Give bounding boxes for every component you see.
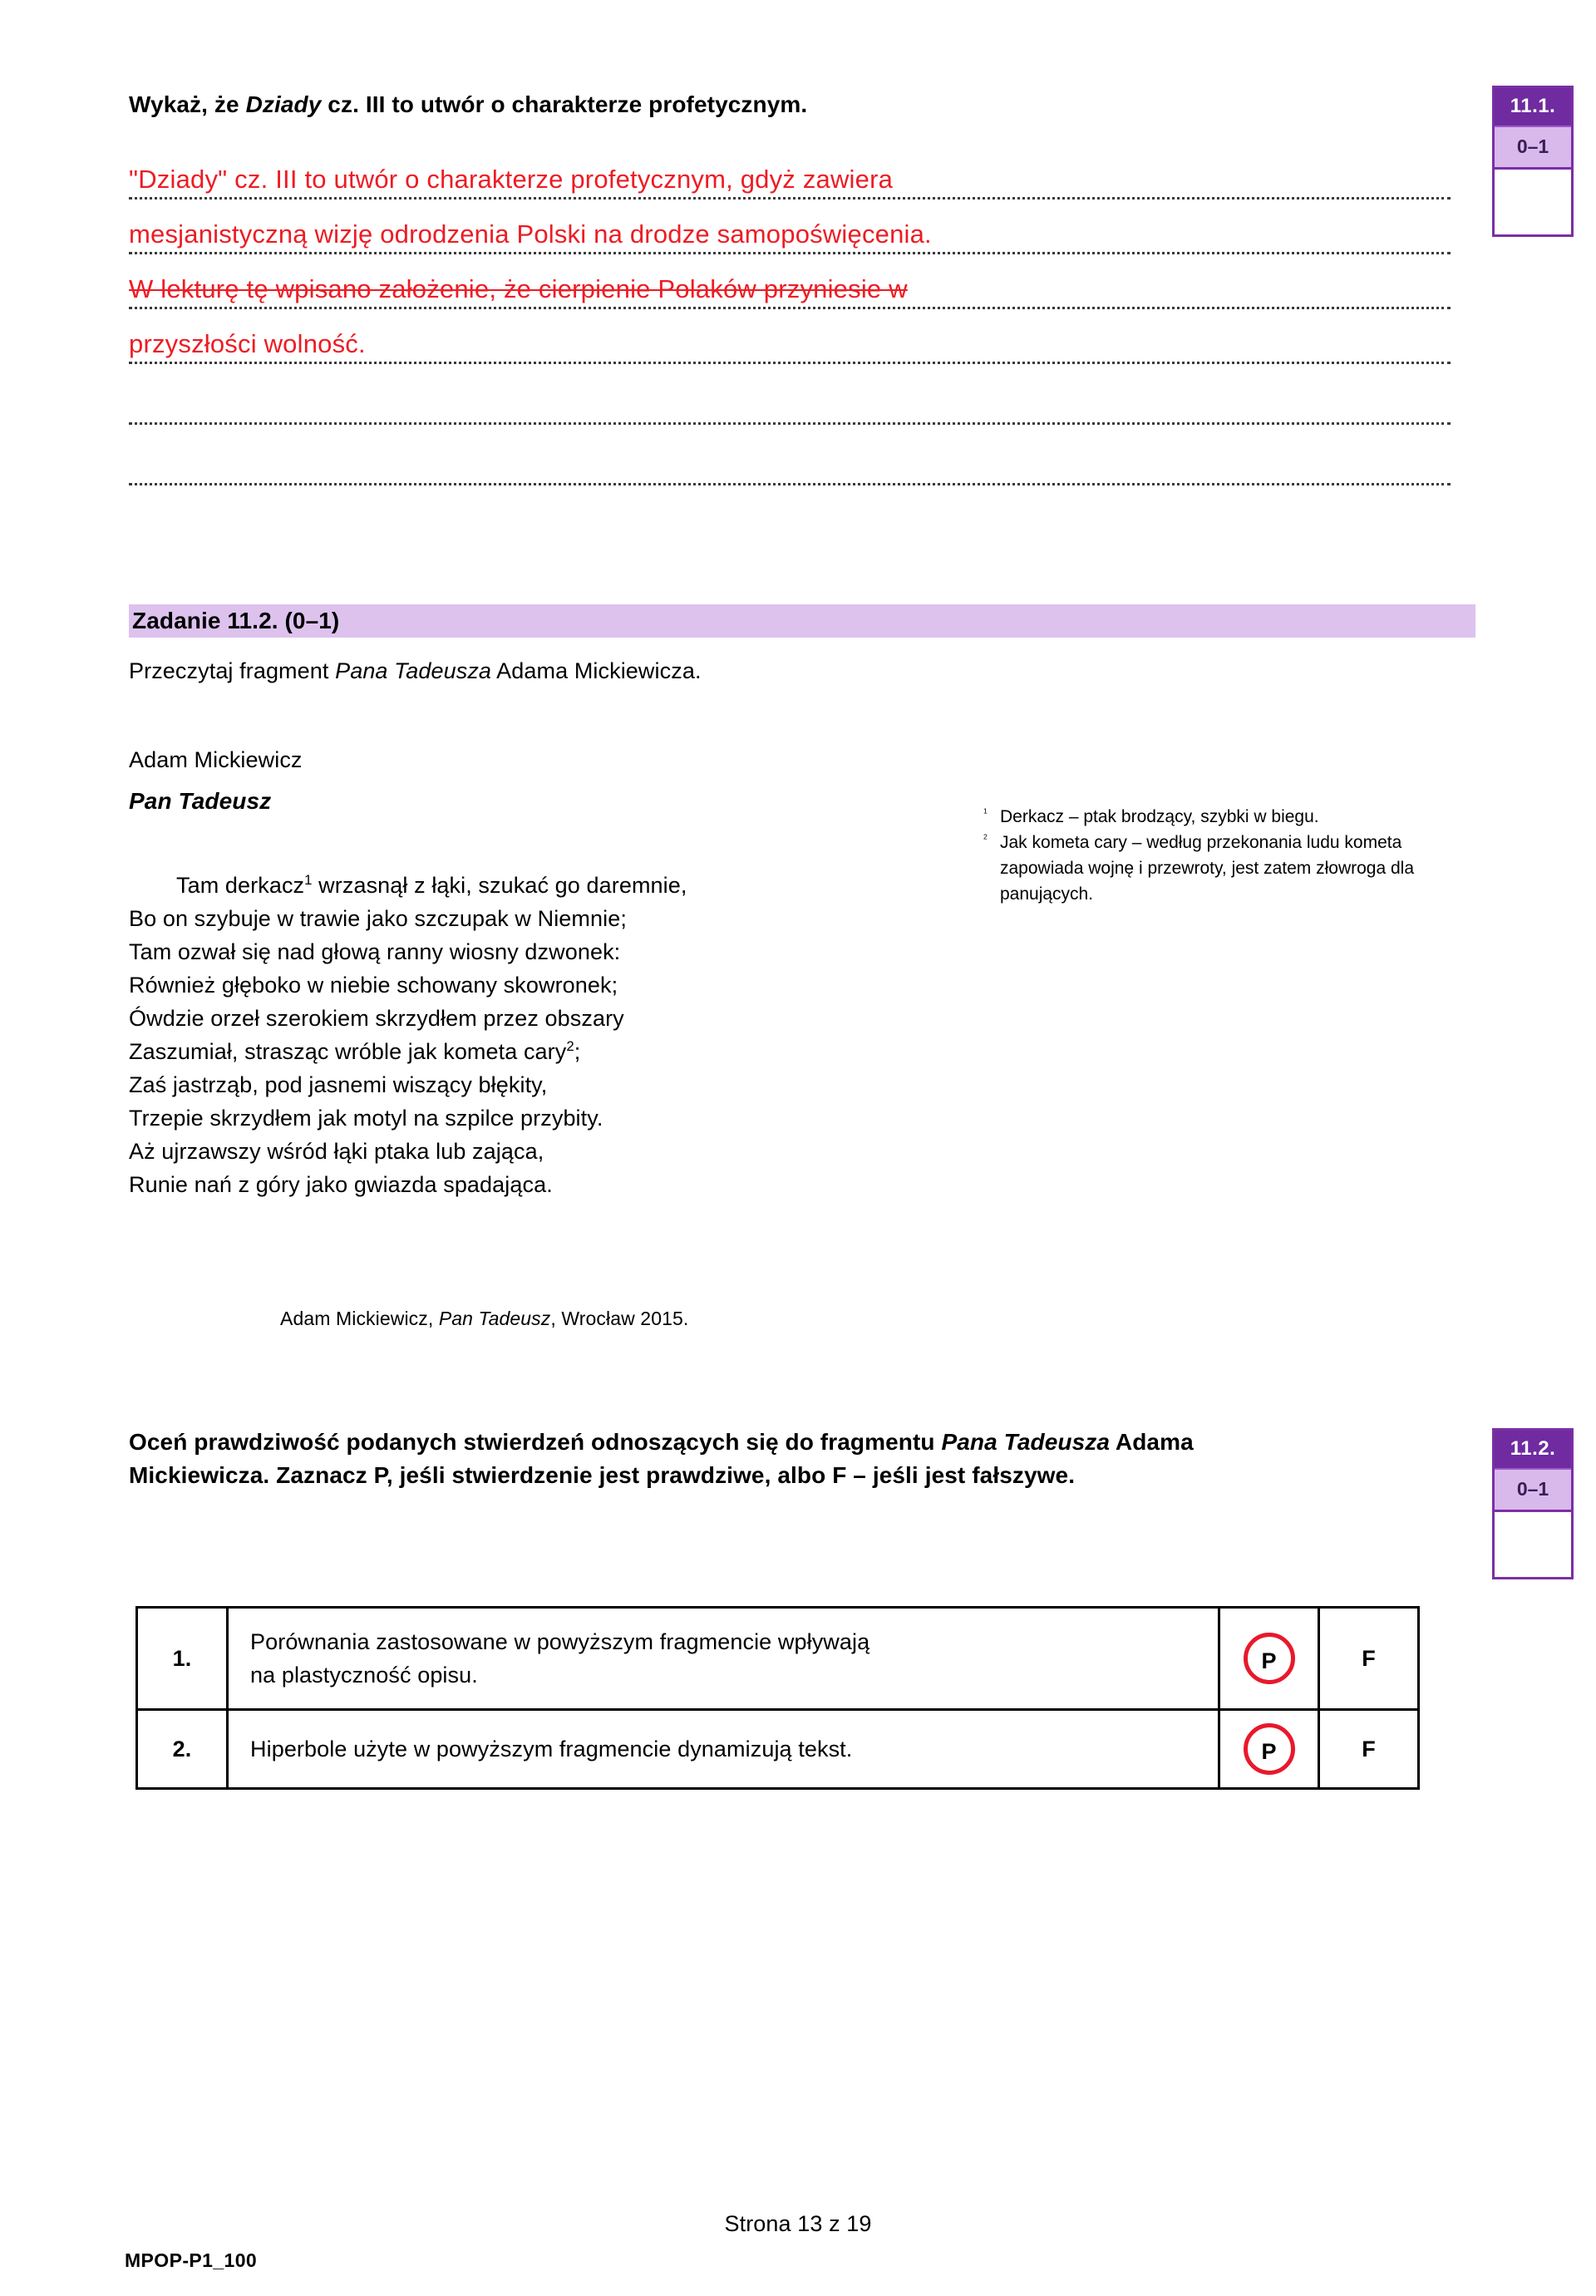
- answer-line-3-text: W lekturę tę wpisano założenie, że cierpienie Polaków przyniesie w: [129, 274, 908, 303]
- footnote-ref-1: 1: [304, 872, 313, 888]
- poem-line-1: [129, 869, 687, 902]
- row-2-statement: Hiperbole użyte w powyższym fragmencie dynamizują tekst.: [228, 1710, 1219, 1789]
- score-box-11-2-range: 0–1: [1495, 1468, 1571, 1512]
- answer-line-1[interactable]: [129, 150, 1451, 204]
- poem-line-6b: ;: [574, 1039, 581, 1064]
- footnote-2-mark: 2: [983, 832, 988, 841]
- row-1-true-label: P: [1261, 1648, 1277, 1673]
- score-box-11-2-id: 11.2.: [1495, 1431, 1571, 1468]
- poem-line-1a: Tam derkacz: [176, 873, 305, 898]
- footnote-ref-2: 2: [566, 1038, 574, 1054]
- footnote-2-text: Jak kometa cary – według przekonania ludu kometa zapowiada wojnę i przewroty, jest zatem złowroga dla panujących.: [1000, 833, 1415, 904]
- footnotes-block: [983, 804, 1416, 907]
- answer-rule-4: [129, 362, 1451, 364]
- answer-rule-3: [129, 307, 1451, 309]
- prompt-text-after: cz. III to utwór o charakterze profetycznym.: [321, 91, 808, 117]
- task-11-2-band-label: Zadanie 11.2. (0–1): [132, 608, 340, 633]
- answer-line-4-text: przyszłości wolność.: [129, 329, 366, 358]
- sheet-code-label: MPOP-P1_100: [125, 2249, 258, 2271]
- poem-line-8: Trzepie skrzydłem jak motyl na szpilce przybity.: [129, 1106, 603, 1131]
- row-2-true-label: P: [1261, 1739, 1277, 1764]
- task-11-1-answer-area[interactable]: [129, 150, 1451, 490]
- footnote-item-1: [983, 804, 1416, 830]
- task-11-2-lead-in: [129, 657, 702, 687]
- answer-line-2-text: mesjanistyczną wizję odrodzenia Polski na drodze samopoświęcenia.: [129, 219, 932, 249]
- lead-in-italic: Pana Tadeusza: [335, 658, 492, 683]
- footnote-1-mark: 1: [983, 806, 988, 815]
- row-1-statement: [228, 1608, 1219, 1710]
- footnote-1-text: Derkacz – ptak brodzący, szybki w biegu.: [1000, 807, 1319, 826]
- lead-in-before: Przeczytaj fragment: [129, 658, 336, 683]
- prompt-text-before: Wykaż, że: [129, 91, 246, 117]
- score-box-11-1[interactable]: [1492, 86, 1574, 237]
- instruction-title-italic: Pana Tadeusza: [941, 1429, 1111, 1455]
- poem-line-10: Runie nań z góry jako gwiazda spadająca.: [129, 1172, 553, 1197]
- source-title: Pan Tadeusz: [129, 788, 272, 814]
- table-row: [137, 1608, 1419, 1710]
- table-row: [137, 1710, 1419, 1789]
- answer-line-1-text: "Dziady" cz. III to utwór o charakterze profetycznym, gdyż zawiera: [129, 165, 894, 194]
- poem-text: [129, 869, 687, 1201]
- poem-line-9: Aż ujrzawszy wśród łąki ptaka lub zająca,: [129, 1139, 544, 1164]
- poem-line-6: [129, 1035, 687, 1068]
- task-11-1-prompt: [129, 90, 1442, 120]
- task-11-2-band: [129, 604, 1475, 638]
- attribution-author: Adam Mickiewicz,: [280, 1308, 439, 1329]
- footnote-item-2: [983, 830, 1416, 907]
- row-2-option-false[interactable]: F: [1319, 1710, 1419, 1789]
- answer-line-3[interactable]: [129, 259, 1451, 314]
- row-1-number: 1.: [137, 1608, 228, 1710]
- source-author: Adam Mickiewicz: [129, 747, 303, 772]
- poem-line-2: Bo on szybuje w trawie jako szczupak w Niemnie;: [129, 906, 627, 931]
- true-false-table: [135, 1606, 1420, 1790]
- poem-line-1b: wrzasnął z łąki, szukać go daremnie,: [312, 873, 687, 898]
- poem-line-7: Zaś jastrząb, pod jasnemi wiszący błękity,: [129, 1072, 548, 1097]
- row-1-option-true[interactable]: [1219, 1608, 1319, 1710]
- row-2-option-true[interactable]: [1219, 1710, 1319, 1789]
- score-box-11-2[interactable]: [1492, 1428, 1574, 1579]
- score-box-11-1-range: 0–1: [1495, 126, 1571, 170]
- answer-line-6[interactable]: [129, 430, 1451, 490]
- attribution-title: Pan Tadeusz: [438, 1308, 551, 1329]
- answer-rule-1: [129, 197, 1451, 200]
- poem-line-3: Tam ozwał się nad głową ranny wiosny dzwonek:: [129, 939, 621, 964]
- row-2-selected-circle[interactable]: [1244, 1723, 1295, 1775]
- answer-rule-5: [129, 422, 1451, 425]
- poem-line-6a: Zaszumiał, strasząc wróble jak kometa cary: [129, 1039, 567, 1064]
- row-1-statement-line-2: na plastyczność opisu.: [250, 1663, 478, 1688]
- poem-line-5: Ówdzie orzeł szerokiem skrzydłem przez obszary: [129, 1006, 624, 1031]
- prompt-title-italic: Dziady: [245, 91, 322, 117]
- answer-line-5[interactable]: [129, 369, 1451, 430]
- score-box-11-2-value[interactable]: [1495, 1512, 1571, 1577]
- page-number-label: Strona 13 z 19: [724, 2211, 872, 2236]
- score-box-11-1-id: 11.1.: [1495, 88, 1571, 126]
- answer-line-2[interactable]: [129, 204, 1451, 259]
- answer-rule-6: [129, 483, 1451, 485]
- row-1-statement-line-1: Porównania zastosowane w powyższym fragmencie wpływają: [250, 1629, 870, 1654]
- lead-in-after: Adama Mickiewicza.: [491, 658, 702, 683]
- answer-rule-2: [129, 252, 1451, 254]
- poem-line-4: Również głęboko w niebie schowany skowronek;: [129, 973, 618, 998]
- instruction-part-1: Oceń prawdziwość podanych stwierdzeń odnoszących się do fragmentu: [129, 1429, 942, 1455]
- attribution-rest: , Wrocław 2015.: [550, 1308, 689, 1329]
- task-11-2-instruction: [129, 1426, 1318, 1492]
- answer-line-4[interactable]: [129, 314, 1451, 369]
- score-box-11-1-value[interactable]: [1495, 170, 1571, 234]
- instruction-part-3: Adama Mickiewicza. Zaznacz P, jeśli stwierdzenie jest prawdziwe, albo F – jeśli jest fałszywe.: [129, 1429, 1194, 1488]
- row-1-selected-circle[interactable]: [1244, 1633, 1295, 1684]
- poem-attribution: [280, 1308, 688, 1330]
- row-2-number: 2.: [137, 1710, 228, 1789]
- row-1-option-false[interactable]: F: [1319, 1608, 1419, 1710]
